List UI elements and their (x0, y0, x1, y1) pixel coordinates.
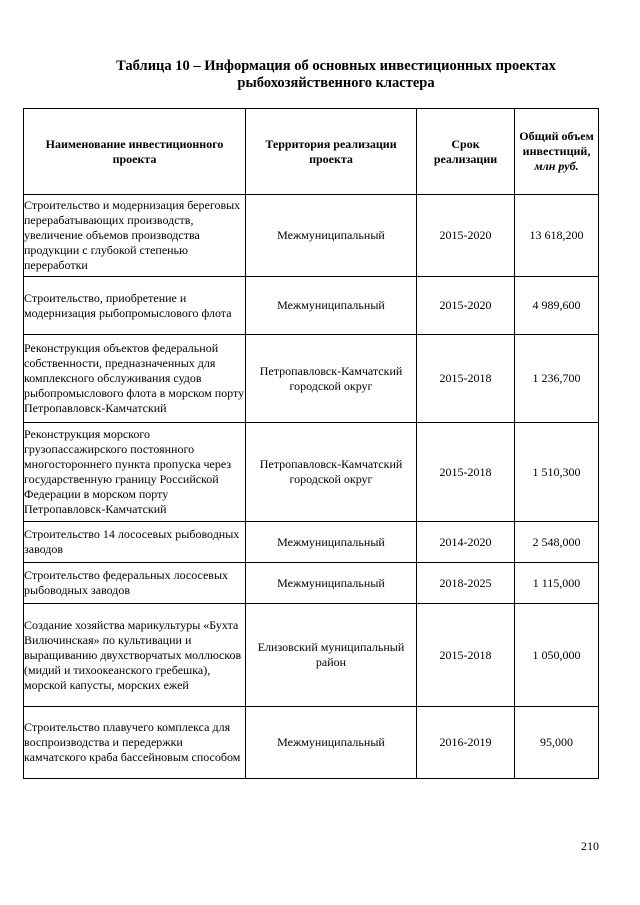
table-row (24, 277, 599, 335)
header-row (24, 109, 599, 195)
header-territory: Территория реализации проекта (246, 109, 417, 195)
territory-cell: Петропавловск-Камчатский городской округ (246, 335, 417, 423)
period-cell: 2015-2018 (417, 335, 515, 423)
volume-cell: 1 115,000 (515, 563, 599, 604)
period-cell: 2015-2018 (417, 604, 515, 707)
volume-cell: 1 236,700 (515, 335, 599, 423)
project-cell: Реконструкция объектов федеральной собственности, предназначенных для комплексного обслуживания судов рыбопромыслового флота в морском порту Петропавловск-Камчатский (24, 335, 246, 423)
volume-cell: 2 548,000 (515, 522, 599, 563)
table-title (30, 58, 640, 92)
volume-cell: 1 050,000 (515, 604, 599, 707)
territory-cell: Межмуниципальный (246, 277, 417, 335)
header-volume-unit: млн руб. (534, 159, 579, 173)
volume-cell: 13 618,200 (515, 195, 599, 277)
territory-cell: Межмуниципальный (246, 563, 417, 604)
header-project: Наименование инвестиционного проекта (24, 109, 246, 195)
volume-cell: 1 510,300 (515, 423, 599, 522)
table-title-line-2: рыбохозяйственного кластера (237, 75, 435, 91)
project-cell: Реконструкция морского грузопассажирского постоянного многостороннего пункта пропуска через государственную границу Российской Федерации в морском порту Петропавловск-Камчатский (24, 423, 246, 522)
header-period: Срок реализации (417, 109, 515, 195)
period-cell: 2015-2018 (417, 423, 515, 522)
project-cell: Строительство, приобретение и модернизация рыбопромыслового флота (24, 277, 246, 335)
table-row (24, 522, 599, 563)
header-volume-label: Общий объем инвестиций, (519, 129, 594, 158)
table-title-line-1: Таблица 10 – Информация об основных инвестиционных проектах (116, 58, 556, 74)
period-cell: 2014-2020 (417, 522, 515, 563)
investment-projects-table (23, 108, 599, 779)
territory-cell: Межмуниципальный (246, 522, 417, 563)
territory-cell: Петропавловск-Камчатский городской округ (246, 423, 417, 522)
table-row (24, 195, 599, 277)
table-row (24, 423, 599, 522)
table-row (24, 563, 599, 604)
header-volume (515, 109, 599, 195)
territory-cell: Межмуниципальный (246, 195, 417, 277)
territory-cell: Межмуниципальный (246, 707, 417, 779)
table-row (24, 707, 599, 779)
page-number: 210 (581, 839, 599, 853)
project-cell: Строительство федеральных лососевых рыбоводных заводов (24, 563, 246, 604)
project-cell: Строительство плавучего комплекса для воспроизводства и передержки камчатского краба бассейновым способом (24, 707, 246, 779)
period-cell: 2015-2020 (417, 195, 515, 277)
project-cell: Создание хозяйства марикультуры «Бухта Вилючинская» по культивации и выращиванию двухстворчатых моллюсков (мидий и тихоокеанского гребешка), морской капусты, морских ежей (24, 604, 246, 707)
table-row (24, 604, 599, 707)
period-cell: 2016-2019 (417, 707, 515, 779)
project-cell: Строительство и модернизация береговых перерабатывающих производств, увеличение объемов производства продукции с глубокой степенью переработки (24, 195, 246, 277)
period-cell: 2015-2020 (417, 277, 515, 335)
volume-cell: 4 989,600 (515, 277, 599, 335)
project-cell: Строительство 14 лососевых рыбоводных заводов (24, 522, 246, 563)
table-row (24, 335, 599, 423)
period-cell: 2018-2025 (417, 563, 515, 604)
volume-cell: 95,000 (515, 707, 599, 779)
territory-cell: Елизовский муниципальный район (246, 604, 417, 707)
